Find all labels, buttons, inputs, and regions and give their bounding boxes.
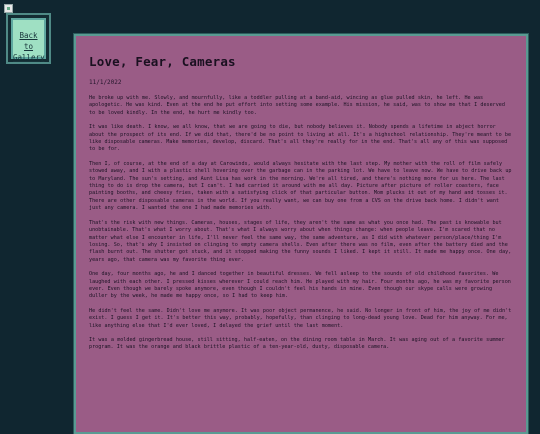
post-paragraph: One day, four months ago, he and I danced together in beautiful dresses. We fell asleep to the sounds of old childhood favorites. We laughed with each other. I pressed kisses wherever I could reach him. He played with my hair. Four months ago, he was my favorite person ever. Even though we barely spoke anymore, even though I couldn't feel his hands in mine. Even though our skype calls were growing duller by the week, he made me happy once, so I had to keep him. (89, 271, 511, 300)
back-to-gallery-button[interactable]: Back to Gallery (11, 18, 46, 59)
post-paragraph: It was like death. I know, we all know, that we are going to die, but nobody believes it. Nobody spends a lifetime in abject horror about the prospect of its end. If we did that, there'd be no point to living at all. It's a highschool relationship. They're meant to be like disposable cameras. Make memories, develop, discard. That's all they're really for in the end. That's all any of this was supposed to be for. (89, 124, 512, 153)
post-paragraph: It was a molded gingerbread house, still sitting, half-eaten, on the dining room table in March. It was aging out of a favorite summer program. It was the orange and black brittle plastic of a ten-year-old, dusty, disposable camera. (89, 336, 505, 351)
post-paragraph: He didn't feel the same. Didn't love me anymore. It was poor object permanence, he said. No longer in front of him, the joy of me didn't exist. I guess I get it. It's better this way, probably, hopefully, than clinging to long-dead young love. Dead for him anyway. For me, like anything else that I'd ever loved, I delayed the grief until the last moment. (89, 307, 512, 329)
broken-image-icon (4, 4, 13, 13)
post-title: Love, Fear, Cameras (89, 54, 236, 69)
post-paragraph: That's the risk with new things. Cameras, houses, stages of life, they aren't the same as what you once had. The past is knowable but unobtainable. That's what I worry about. That's what I always worry about when things change: when people leave. I'm scared that no matter what else I encounter in life, I'll never feel the same way, the same adventure, as I did with whatever person/place/thing I'm losing. So, that's why I insisted on clinging to empty camera shells. Even after there was no film, even after the battery died and the flash burnt out. The shutter got stuck, and it stopped making the funny sounds I liked. I kept it still. It made me happy once. One day, years ago, that camera was my favorite thing ever. (89, 219, 512, 263)
post-paragraph: Then I, of course, at the end of a day at Carowinds, would always hesitate with the last step. My mother with the roll of film safely stowed away, and I with a plastic shell hovering over the garbage can in the parking lot. We have to leave now. We have to drive back up to Maryland. The sun's setting, and Aunt Lisa has work in the morning. We're all tired, and there's nothing more for us here. The last thing to do is drop the camera, but I can't. I had carried it around with me all day. Picture after picture of roller coasters, face painting booths, and cheesy fries, taken with a satisfying click of that particular button. Mom plucks it out of my hand and tosses it. There are other disposable cameras in the world. If you really want, we can buy one from a CVS on the drive back home. I didn't want just any camera. I wanted the one I had made memories with. (89, 160, 512, 212)
post-paragraph: He broke up with me. Slowly, and mournfully, like a toddler pulling at a band-aid, wincing as glue pulled skin, he left. He was apologetic. He was kind. Even at the end he put effort into setting some example. His mission, he said, was to show me that I deserved to be loved kindly. In the end, he hurt me kindly too. (89, 95, 505, 116)
blog-post (74, 34, 528, 434)
post-date: 11/1/2022 (89, 79, 122, 86)
back-nav-container (6, 13, 51, 64)
